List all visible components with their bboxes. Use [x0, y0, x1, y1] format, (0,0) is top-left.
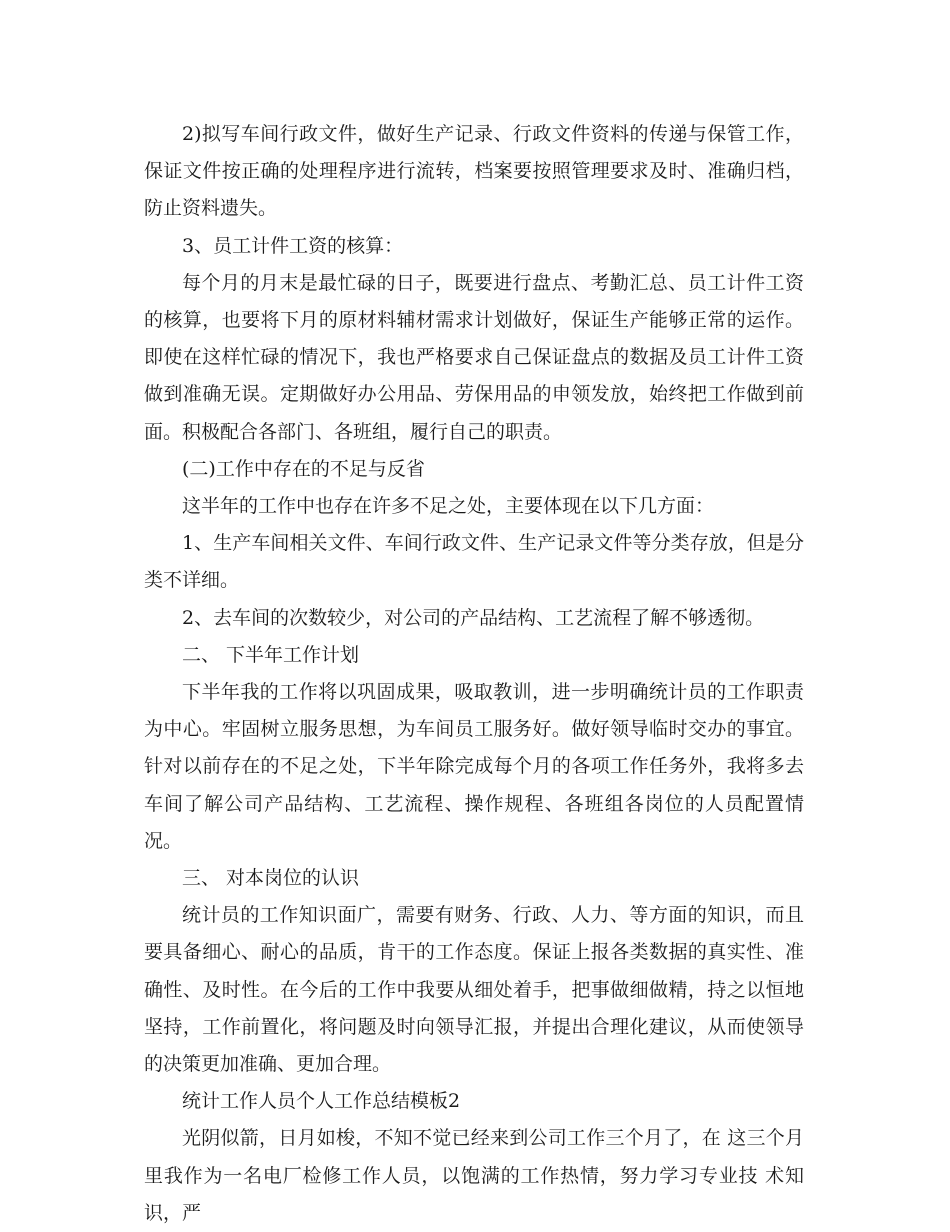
section-heading-shortcomings: (二)工作中存在的不足与反省: [182, 457, 425, 480]
paragraph-plan: 下半年我的工作将以巩固成果，吸取教训，进一步明确统计员的工作职责为中心。牢固树立服务思想，为车间员工服务好。做好领导临时交办的事宜。针对以前存在的不足之处，下半年除完成每个月的各项工作任务外，我将多去车间了解公司产品结构、工艺流程、操作规程、各班组各岗位的人员配置情况。: [144, 681, 804, 852]
section-heading-understanding: 三、 对本岗位的认识: [182, 867, 360, 890]
document-body: [144, 116, 804, 1232]
paragraph-shortcoming-2: 2、去车间的次数较少，对公司的产品结构、工艺流程了解不够透彻。: [182, 606, 765, 629]
template-title-2: 统计工作人员个人工作总结模板2: [182, 1090, 461, 1113]
paragraph-template-2-intro: 光阴似箭，日月如梭，不知不觉已经来到公司工作三个月了，在 这三个月里我作为一名电厂检修工作人员，以饱满的工作热情，努力学习专业技 术知识，严: [144, 1127, 804, 1224]
paragraph-shortcomings-intro: 这半年的工作中也存在许多不足之处，主要体现在以下几方面：: [182, 495, 715, 518]
section-heading-plan: 二、 下半年工作计划: [182, 643, 360, 666]
paragraph-understanding: 统计员的工作知识面广，需要有财务、行政、人力、等方面的知识，而且要具备细心、耐心的品质，肯干的工作态度。保证上报各类数据的真实性、准确性、及时性。在今后的工作中我要从细处着手，把事做细做精，持之以恒地坚持，工作前置化，将问题及时向领导汇报，并提出合理化建议，从而使领导的决策更加准确、更加合理。: [144, 904, 804, 1076]
paragraph-month-end-work: 每个月的月末是最忙碌的日子，既要进行盘点、考勤汇总、员工计件工资的核算，也要将下月的原材料辅材需求计划做好，保证生产能够正常的运作。即使在这样忙碌的情况下，我也严格要求自己保证盘点的数据及员工计件工资做到准确无误。定期做好办公用品、劳保用品的申领发放，始终把工作做到前面。积极配合各部门、各班组，履行自己的职责。: [144, 271, 804, 443]
paragraph-item-2-archiving: 2)拟写车间行政文件，做好生产记录、行政文件资料的传递与保管工作，保证文件按正确的处理程序进行流转，档案要按照管理要求及时、准确归档，防止资料遗失。: [144, 123, 804, 220]
paragraph-item-3-heading: 3、员工计件工资的核算：: [182, 234, 404, 257]
paragraph-shortcoming-1: 1、生产车间相关文件、车间行政文件、生产记录文件等分类存放，但是分类不详细。: [144, 532, 804, 592]
